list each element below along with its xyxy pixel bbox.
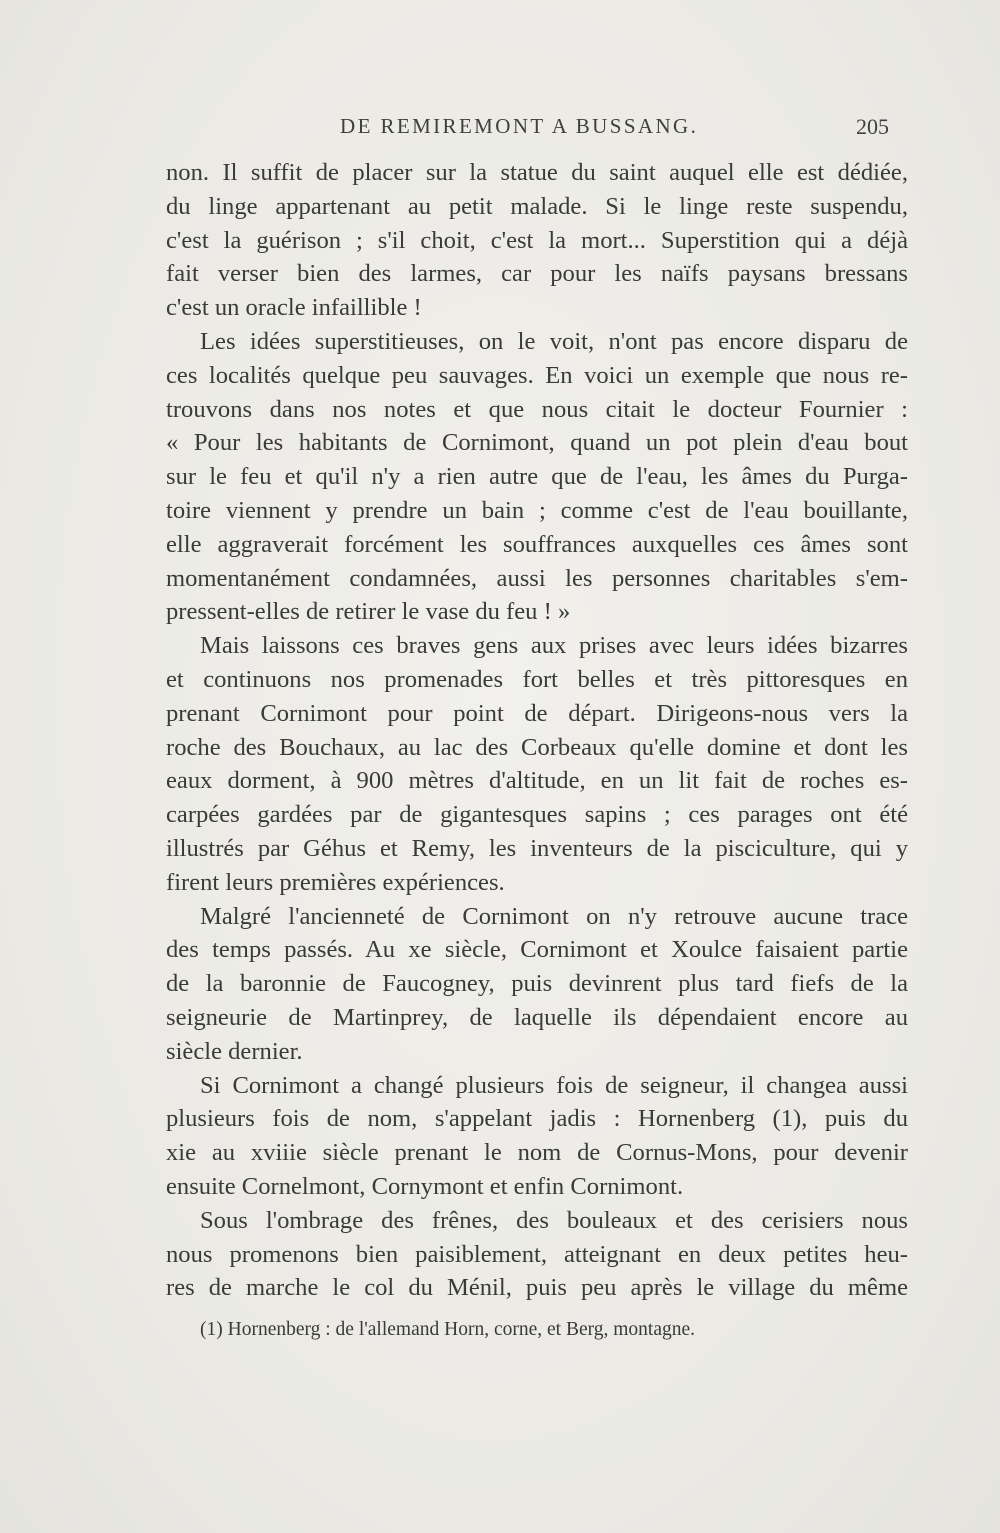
text-line: roche des Bouchaux, au lac des Corbeaux qu'elle domine et dont les bbox=[166, 733, 908, 761]
text-line: Les idées superstitieuses, on le voit, n'ont pas encore disparu de bbox=[200, 327, 908, 355]
text-line: Mais laissons ces braves gens aux prises avec leurs idées bizarres bbox=[200, 632, 908, 660]
text-line: plusieurs fois de nom, s'appelant jadis : Hornenberg (1), puis du bbox=[166, 1105, 908, 1133]
text-line: elle aggraverait forcément les souffrances auxquelles ces âmes sont bbox=[166, 530, 908, 558]
paragraph-6 bbox=[166, 1204, 908, 1305]
text-line: du linge appartenant au petit malade. Si le linge reste suspendu, bbox=[166, 192, 908, 220]
text-line: seigneurie de Martinprey, de laquelle ils dépendaient encore au bbox=[166, 1003, 908, 1031]
paragraph-2 bbox=[166, 325, 908, 629]
text-line: eaux dorment, à 900 mètres d'altitude, en un lit fait de roches es- bbox=[166, 767, 908, 795]
text-line: siècle dernier. bbox=[166, 1037, 303, 1065]
text-line: non. Il suffit de placer sur la statue du saint auquel elle est dédiée, bbox=[166, 159, 908, 186]
text-line: c'est la guérison ; s'il choit, c'est la mort... Superstition qui a déjà bbox=[166, 226, 908, 254]
text-line: « Pour les habitants de Cornimont, quand un pot plein d'eau bout bbox=[166, 429, 908, 457]
text-line: nous promenons bien paisiblement, atteignant en deux petites heu- bbox=[166, 1240, 908, 1268]
text-line: Malgré l'ancienneté de Cornimont on n'y retrouve aucune trace bbox=[200, 902, 908, 930]
text-line: illustrés par Géhus et Remy, les inventeurs de la pisciculture, qui y bbox=[166, 834, 908, 862]
text-line: et continuons nos promenades fort belles et très pittoresques en bbox=[166, 665, 908, 693]
text-line: trouvons dans nos notes et que nous citait le docteur Fournier : bbox=[166, 395, 908, 423]
text-line: c'est un oracle infaillible ! bbox=[166, 294, 422, 322]
text-line: ensuite Cornelmont, Cornymont et enfin Cornimont. bbox=[166, 1172, 684, 1200]
text-line: prenant Cornimont pour point de départ. Dirigeons-nous vers la bbox=[166, 699, 908, 727]
running-head bbox=[0, 114, 1000, 144]
page-number: 205 bbox=[856, 114, 889, 139]
paragraph-5 bbox=[166, 1069, 908, 1204]
footnote: (1) Hornenberg : de l'allemand Horn, corne, et Berg, montagne. bbox=[200, 1319, 696, 1340]
text-line: carpées gardées par de gigantesques sapins ; ces parages ont été bbox=[166, 801, 908, 829]
text-line: xie au xviiie siècle prenant le nom de Cornus-Mons, pour devenir bbox=[166, 1139, 908, 1167]
text-line: sur le feu et qu'il n'y a rien autre que de l'eau, les âmes du Purga- bbox=[166, 463, 908, 491]
text-line: firent leurs premières expériences. bbox=[166, 868, 505, 896]
text-line: pressent-elles de retirer le vase du feu ! » bbox=[166, 598, 571, 626]
text-line: Sous l'ombrage des frênes, des bouleaux et des cerisiers nous bbox=[200, 1206, 908, 1234]
text-line: toire viennent y prendre un bain ; comme c'est de l'eau bouillante, bbox=[166, 496, 908, 524]
paragraph-3 bbox=[166, 629, 908, 899]
body-text bbox=[166, 156, 908, 1305]
text-line: de la baronnie de Faucogney, puis devinrent plus tard fiefs de la bbox=[166, 970, 908, 998]
text-line: ces localités quelque peu sauvages. En voici un exemple que nous re- bbox=[166, 361, 908, 389]
text-line: momentanément condamnées, aussi les personnes charitables s'em- bbox=[166, 564, 908, 592]
text-line: Si Cornimont a changé plusieurs fois de seigneur, il changea aussi bbox=[200, 1071, 908, 1099]
running-title: DE REMIREMONT A BUSSANG. bbox=[340, 114, 699, 138]
text-line: res de marche le col du Ménil, puis peu après le village du même bbox=[166, 1274, 908, 1302]
paragraph-1 bbox=[166, 156, 908, 325]
paragraph-4 bbox=[166, 900, 908, 1069]
text-line: fait verser bien des larmes, car pour les naïfs paysans bressans bbox=[166, 260, 908, 288]
text-line: des temps passés. Au xe siècle, Cornimont et Xoulce faisaient partie bbox=[166, 936, 908, 964]
